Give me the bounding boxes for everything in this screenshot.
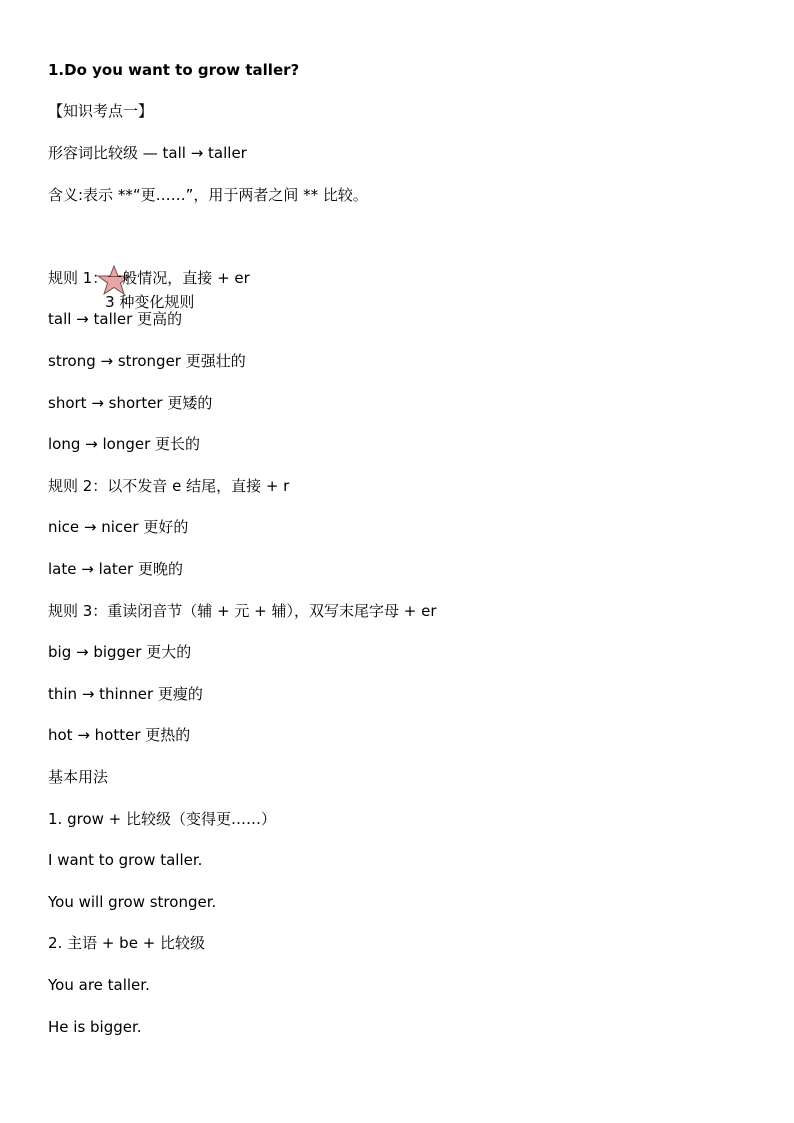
example-line: long → longer 更长的 <box>48 435 201 453</box>
rule-line: 规则 2：以不发音 e 结尾，直接 + r <box>48 477 290 495</box>
example-line: thin → thinner 更瘦的 <box>48 685 203 703</box>
usage-line: 1. grow + 比较级（变得更……） <box>48 810 276 828</box>
example-line: hot → hotter 更热的 <box>48 726 191 744</box>
rules-heading-label: 3 种变化规则 <box>105 293 195 311</box>
rule-line: 规则 3：重读闭音节（辅 + 元 + 辅），双写末尾字母 + er <box>48 602 437 620</box>
example-line: nice → nicer 更好的 <box>48 518 189 536</box>
text-line: 含义:表示 **“更……”，用于两者之间 ** 比较。 <box>48 186 368 204</box>
example-line: late → later 更晚的 <box>48 560 183 578</box>
sentence-line: You will grow stronger. <box>48 893 217 911</box>
sentence-line: You are taller. <box>48 976 150 994</box>
sentence-line: He is bigger. <box>48 1018 142 1036</box>
usage-heading: 基本用法 <box>48 768 109 786</box>
example-line: tall → taller 更高的 <box>48 310 183 328</box>
rule-line: 规则 1：一般情况，直接 + er <box>48 269 250 287</box>
example-line: strong → stronger 更强壮的 <box>48 352 246 370</box>
sentence-line: I want to grow taller. <box>48 851 203 869</box>
knowledge-point-heading: 【知识考点一】 <box>48 102 154 120</box>
section-title: 1.Do you want to grow taller? <box>48 61 300 79</box>
example-line: big → bigger 更大的 <box>48 643 192 661</box>
example-line: short → shorter 更矮的 <box>48 394 213 412</box>
usage-line: 2. 主语 + be + 比较级 <box>48 934 206 952</box>
text-line: 形容词比较级 — tall → taller <box>48 144 247 162</box>
